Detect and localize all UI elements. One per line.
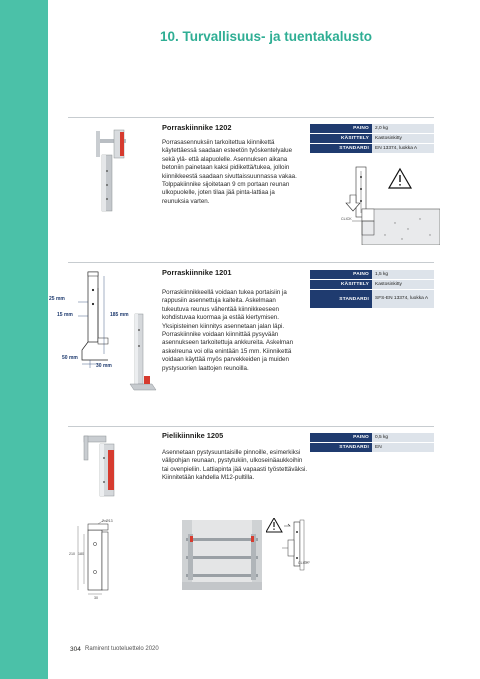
- product-description: Asennetaan pystysuuntaisille pinnoille, esimerkiksi välipohjan reunaan, pystytukiin, ulkoseinäaukkoihin tai ovenpieliin. Lattiapinta jää vapaasti työstettäväksi. Kiinnitetään kahdella M12-pultilla.: [162, 449, 308, 482]
- spec-label: PAINO: [310, 124, 372, 134]
- product-image-1202: [80, 125, 140, 215]
- product-title: Pielikiinnike 1205: [162, 431, 224, 440]
- chapter-color-bar: [0, 0, 48, 679]
- page-number: 304: [70, 646, 81, 653]
- spec-value: EN 13374, luokka A: [372, 144, 434, 154]
- installation-diagram-1205: [266, 518, 336, 586]
- drawing-label: 210: [69, 552, 75, 556]
- dimension-label: 25 mm: [49, 296, 65, 302]
- spec-table: [310, 270, 434, 309]
- spec-label: STANDARDI: [310, 443, 372, 453]
- warning-triangle-icon: [389, 169, 411, 188]
- installation-photo-1205: [182, 520, 262, 590]
- spec-value: Kastosinkitty: [372, 280, 434, 290]
- click-label: CLICK: [298, 561, 309, 565]
- spec-label: PAINO: [310, 270, 372, 280]
- spec-row-finish: [310, 280, 434, 290]
- installation-diagram-1202: [340, 165, 440, 245]
- drawing-label: 180: [78, 552, 84, 556]
- spec-value: EN: [372, 443, 434, 453]
- spec-value: 1,5 kg: [372, 270, 434, 280]
- dimension-label: 30 mm: [96, 363, 112, 369]
- spec-row-weight: [310, 270, 434, 280]
- dimension-drawing-1201: [78, 268, 168, 408]
- spec-label: KÄSITTELY: [310, 134, 372, 144]
- spec-row-standard: [310, 290, 434, 309]
- spec-value: Kastosinkitty: [372, 134, 434, 144]
- spec-row-finish: [310, 134, 434, 144]
- spec-table: [310, 433, 434, 453]
- click-label: CLICK: [341, 217, 352, 221]
- product-description: Porrasasennuksiin tarkoitettua kiinnikettä käytettäessä saadaan esteetön työskentelyalue sekä ylä- että alapuolelle. Asennuksen aikana betoniin painetaan kaksi pidikettä/tukea, jolloin kiinnikkeestä saadaan sivuttaissuunnassa vakaa. Tolppakiinnike sijoitetaan 9 cm portaan reunan ulkopuolelle, joten tilaa jää pinta-lattiaa ja reunuksia varten.: [162, 139, 297, 205]
- spec-row-standard: [310, 144, 434, 154]
- section-divider: [68, 117, 434, 118]
- section-divider: [68, 426, 434, 427]
- warning-triangle-icon: [266, 518, 282, 532]
- spec-value: 2,0 kg: [372, 124, 434, 134]
- spec-row-standard: [310, 443, 434, 453]
- product-image-1205: [80, 430, 140, 500]
- dimension-label: 15 mm: [57, 312, 73, 318]
- drawing-label: 2xØ13: [102, 519, 113, 523]
- spec-label: KÄSITTELY: [310, 280, 372, 290]
- dimension-label: 185 mm: [110, 312, 129, 318]
- product-title: Porraskiinnike 1201: [162, 268, 232, 277]
- dimension-label: 50 mm: [62, 355, 78, 361]
- chapter-title: 10. Turvallisuus- ja tuentakalusto: [160, 29, 373, 44]
- product-description: Porraskiinnikkeellä voidaan tukea portaisiin ja rappusiin asennettuja kaiteita. Askelmaan tukeutuva reunus vähentää kiinnikkeeseen kohdistuvaa kuormaa ja estää kiertymisen. Yksipisteinen kiinnitys asennetaan jalan läpi. Porraskiinnike voidaan kiinnittää pysyvään asennukseen tarkoitettuja ankkureita. Askelman askelreuna voi olla enintään 15 mm. Kiinnikettä voidaan käyttää myös parvekkeiden ja muiden pystysuorien laattojen reunoilla.: [162, 289, 294, 372]
- product-title: Porraskiinnike 1202: [162, 123, 232, 132]
- spec-table: [310, 124, 434, 154]
- spec-value: 0,5 kg: [372, 433, 434, 443]
- spec-row-weight: [310, 433, 434, 443]
- spec-value: SFS-EN 13374, luokka A: [372, 290, 434, 309]
- spec-label: STANDARDI: [310, 144, 372, 154]
- spec-label: PAINO: [310, 433, 372, 443]
- spec-row-weight: [310, 124, 434, 134]
- section-divider: [68, 262, 434, 263]
- drawing-label: 30: [94, 596, 98, 600]
- technical-drawing-1205: [68, 518, 138, 600]
- footer-text: Ramirent tuoteluettelo 2020: [85, 646, 159, 652]
- spec-label: STANDARDI: [310, 290, 372, 309]
